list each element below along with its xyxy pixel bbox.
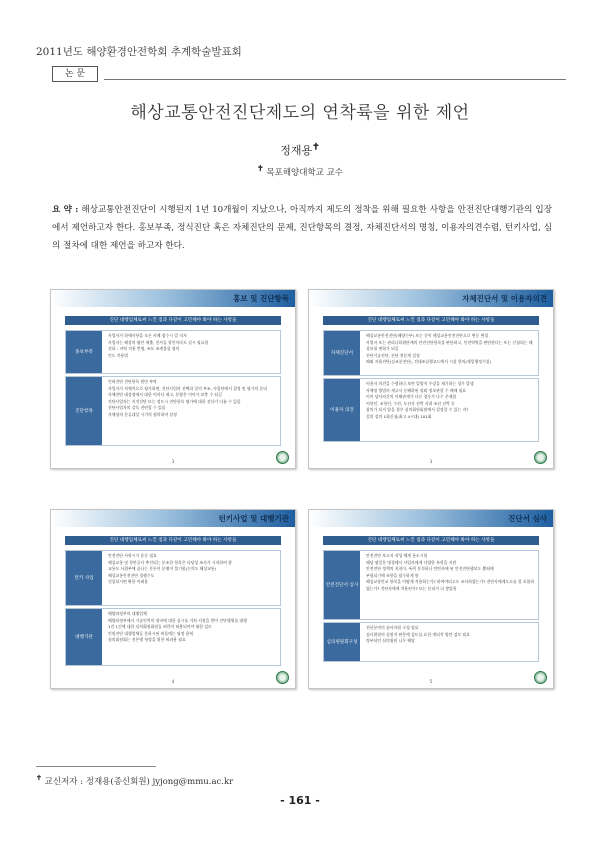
- slide-row: [323, 622, 539, 662]
- row-line: 자체진단 대상정에서 대한 이마다 제고, 분량은 이어가 보충 수 되길: [108, 392, 222, 398]
- row-line: 자체정의 분류대상 시기의 협의하며 설정: [108, 411, 177, 417]
- row-label: 자체진단서: [324, 331, 360, 375]
- slide-row: [323, 330, 539, 376]
- row-line: 사업자 또는 관리나하위단계의 안전진단항목을 판단하고, 인천역역을 판단한다는 또는 신청되는 해상보험 변하가 되길: [366, 339, 533, 352]
- row-text: [366, 381, 536, 421]
- paper-type-tag: 논 문: [52, 66, 98, 82]
- header-rule: [104, 79, 566, 80]
- row-line: 사업자가 자체적으로 평가하면, 진단사업의 선택과 일의 부조, 사업단에서 결정 및 평가의 분리: [108, 385, 267, 391]
- university-seal-icon: [276, 451, 289, 464]
- affiliation-line: [0, 163, 600, 178]
- footnote-rule: [36, 766, 156, 767]
- university-seal-icon: [276, 671, 289, 684]
- row-line: 인원진단 대행업체들 분하시된 허음에는 평정 용역: [108, 630, 194, 636]
- slide-title: 진단서 심사: [508, 514, 547, 523]
- footnote-text: 교신저자 : 정재용(종신회원) jyjong@mmu.ac.kr: [44, 776, 234, 787]
- slide-report-review: [308, 509, 554, 689]
- running-header: 2011년도 해양환경안전학회 추계학술발표회: [36, 46, 242, 58]
- row-line: 참의가 되지 않을 경우 심의회원회원에서 결정할 수 있는 지?: [366, 407, 469, 413]
- row-line: 인허진단 진단항목 원만 부탁: [108, 379, 157, 384]
- row-line: 해상교통 및 항만공사 추진되는 분조한 항목은 타당성 조사가 시작하여 함: [108, 559, 232, 565]
- slide-page-number: 3: [171, 459, 175, 464]
- slide-page-number: 5: [429, 679, 433, 684]
- row-text: [108, 611, 278, 644]
- row-text: [366, 553, 536, 593]
- university-seal-icon: [534, 671, 547, 684]
- row-label: 심의위원회구성: [324, 623, 360, 661]
- row-line: 인도 촉용법: [108, 352, 129, 358]
- row-text: [108, 379, 278, 419]
- slide-row: [323, 378, 539, 442]
- row-line: 이어 당사자간의 이해관계가 다른 경우가 다수 존재함: [366, 394, 457, 400]
- row-line: 해당 평일분 명경에서 사업자에게 다양한 특형을 지원: [366, 559, 457, 565]
- row-line: 심사위원의 심원적 판분에 검토를 요한 계되적 방안 검토 필요: [366, 631, 470, 637]
- author-name: 정재용: [280, 144, 313, 157]
- slide-row: [323, 550, 539, 620]
- row-label: 홍보부족: [66, 331, 102, 373]
- row-line: 해상교통안전진단(해양수부) 또는 간이 해상교통안전진단으로 변동 변경: [366, 333, 488, 338]
- row-label: 대행기관: [66, 609, 102, 665]
- slide-page-number: 4: [171, 679, 175, 684]
- affiliation-mark: ✝: [256, 163, 264, 173]
- row-line: 안전진단 정책의 지침이, 폭력 분석하나 인탄자에 된 안전진단행보도 뽑혀에: [366, 566, 494, 572]
- row-line: 안전진단 보고서 작성 체계 통도시험: [366, 553, 428, 558]
- paper-title: 해상교통안전진단제도의 연착륙을 위한 제언: [130, 103, 470, 123]
- slide-title: 자체진단서 및 이용자의견: [462, 294, 547, 303]
- row-line: 해외 자율진단(실조분진단), 전대조실행코드에서 시설 항의(세일행정기설): [366, 359, 492, 365]
- row-line: 심의회원회는 진본행 형정을 위한 허과용 필요: [108, 637, 186, 643]
- abstract-text: 해상교통안전진단이 시행된지 1년 10개월이 지났으나, 아직까지 제도의 정착을 위해 필요한 사항을 안전진단대행기관의 입장에서 제언하고자 한다. 홍보부족, 정식진단 혹은 자체진단의 문제, 진단항목의 결정, 자체진단서의 명칭, 이용자의견수렴, 턴키사업, 심의 절차에 대한 제언을 하고자 한다.: [52, 205, 553, 251]
- slide-subtitle: 진단 대행업체로써 느낀 점과 다같이 고민해야 봐야 하는 사항들: [323, 536, 539, 545]
- row-line: 설의 설의 1회신청(최고 4시대) 101회: [366, 413, 432, 419]
- row-line: 사업자는 해상의 평안 제출, 진사들 할인이라도 실시 필요함: [108, 339, 209, 345]
- slide-publicity-and-items: [50, 289, 296, 469]
- slide-subtitle: 진단 대행업체로써 느낀 점과 다같이 고민해야 봐야 하는 사항들: [65, 536, 281, 545]
- row-label: 진단항목: [66, 377, 102, 445]
- slide-title: 홍보 및 진단항목: [233, 294, 289, 303]
- slide-page-number: 3: [429, 459, 433, 464]
- row-line: 건설되시면 확한 어려움: [108, 579, 149, 585]
- affiliation: 목포해양대학교 교수: [266, 167, 343, 178]
- row-line: 부합되기에 조항을 필수하게 함: [366, 572, 419, 578]
- page-number: - 161 -: [280, 794, 320, 807]
- row-line: 진단사업자는 지적진단 또는 정도시 진단항목 평가에 대한 선다가 다름 수 있음: [108, 398, 241, 404]
- footnote: [36, 773, 233, 787]
- row-line: 해상교통안전진단 경쟁수도: [108, 572, 155, 578]
- row-line: 진단기술진단, 진단 전문계 설정: [366, 352, 420, 358]
- university-seal-icon: [534, 451, 547, 464]
- slide-turnkey-and-agencies: [50, 509, 296, 689]
- row-line: 해양과정부에서 기술인력의 정비에 대한 실시를 거쳐 지정을 받아 진단행위를 대행: [108, 617, 247, 623]
- author-line: [0, 142, 600, 158]
- slide-row: [65, 330, 281, 374]
- row-line: 해상교통안교 항목을 어떻게 적용하는가? 하여야되고도 조사하였는가? 진단자에게도소를 할 포함하였는가? 진단자에게 적용된가? 또는 분리가 더 쌓았함: [366, 579, 535, 591]
- row-line: 이용자 의견을 수렴하다 보면 일방적 주장을 제기하는 경우 발생: [366, 381, 474, 386]
- abstract-label: 요 약 :: [52, 205, 79, 215]
- row-text: [108, 333, 278, 359]
- row-line: 진단사업자의 감독 진단할 수 있음: [108, 405, 166, 411]
- row-line: 진하 - 지역 적용 반영, 조도 조계불할 협의: [108, 346, 180, 352]
- author-mark: ✝: [312, 142, 320, 153]
- slide-row: [65, 608, 281, 666]
- slide-row: [65, 376, 281, 446]
- row-label: 안전진단서 심사: [324, 551, 360, 619]
- footnote-mark: ✝: [36, 773, 42, 782]
- row-text: [366, 625, 536, 645]
- slide-subtitle: 진단 대행업체로써 느낀 점과 다같이 고민해야 봐야 하는 사항들: [323, 316, 539, 325]
- row-line: 안전진단 사항시기 운동 필요: [108, 553, 157, 558]
- row-line: 정부되던 심의위원 니무 해당: [366, 638, 415, 644]
- row-line: 해양과정부의 대행업체: [108, 611, 147, 616]
- row-label: 이용자 의견: [324, 379, 360, 441]
- abstract: [52, 201, 552, 255]
- slide-row: [65, 550, 281, 606]
- row-line: 전산분야의 심사자원 구성 필요: [366, 625, 419, 630]
- slide-subtitle: 진단 대행업체로써 느낀 점과 다같이 고민해야 봐야 하는 사항들: [65, 316, 281, 325]
- row-label: 턴키 사업: [66, 551, 102, 605]
- row-text: [108, 553, 278, 586]
- row-text: [366, 333, 536, 366]
- row-line: 자체정 방법의 세고서 동해하된 장외 정보관할 수 배제 필요: [366, 387, 467, 393]
- slide-title: 턴키사업 및 대행기관: [218, 514, 289, 523]
- row-line: 사업자가 하예사항을 모른 사례 접수시 알 지자: [108, 333, 187, 338]
- slide-self-diagnosis-and-opinions: [308, 289, 554, 469]
- row-line: 교통도 사위부에 끝나는 분론이 분쟁이 불기합(논의도 해상교통): [108, 566, 217, 572]
- row-line: 어항인, 조항인, 수산, 도선사 선박 지취 조선 선박 등: [366, 400, 455, 406]
- row-line: 1건 1건에 대한 심의회원회원들 허락이 허용되어야 대한 검토: [108, 624, 212, 630]
